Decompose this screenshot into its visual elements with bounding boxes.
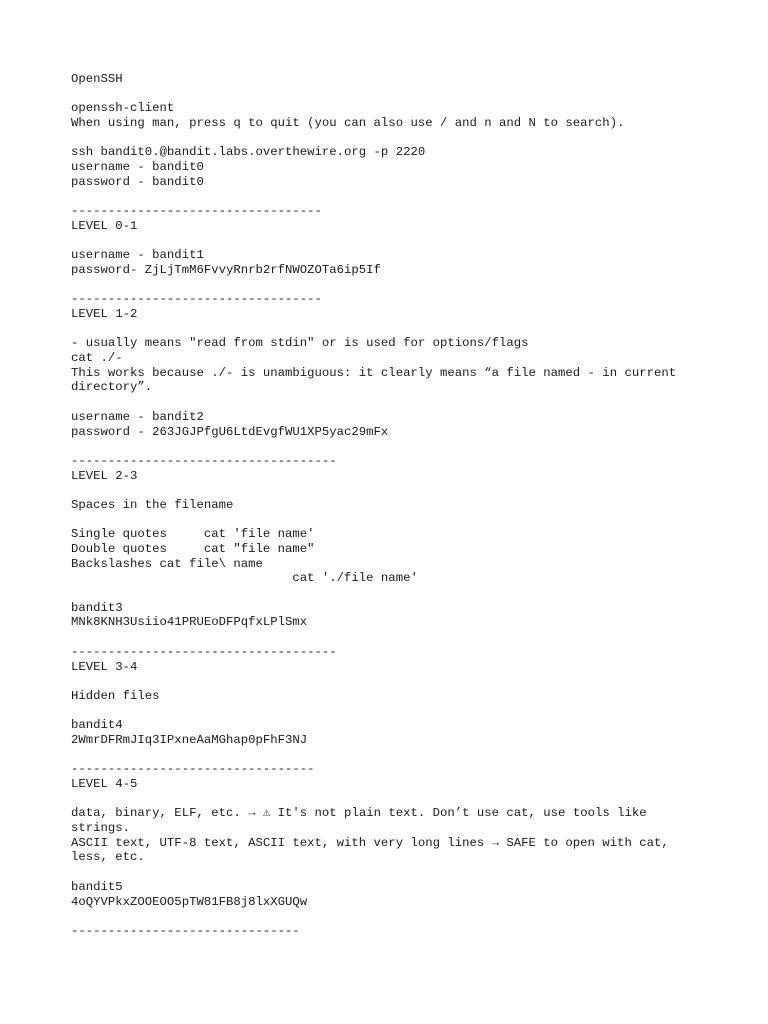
section-divider: ---------------------------------: [71, 762, 315, 777]
doc-line-50: [71, 792, 731, 807]
section-divider: ----------------------------------: [71, 204, 322, 219]
section-heading-level-0-1: LEVEL 0-1: [71, 218, 138, 233]
doc-line-24: username - bandit2: [71, 409, 204, 424]
section-divider: ------------------------------------: [71, 453, 337, 468]
section-divider: ----------------------------------: [71, 292, 322, 307]
doc-line-20: cat ./-: [71, 351, 123, 366]
doc-line-42: [71, 674, 731, 689]
doc-line-53: ASCII text, UTF-8 text, ASCII text, with very long lines → SAFE to open with cat,: [71, 835, 669, 850]
doc-line-35: cat './file name': [71, 571, 418, 586]
section-heading-level-1-2: LEVEL 1-2: [71, 307, 138, 321]
doc-line-34: Backslashes cat file\ name: [71, 556, 263, 571]
doc-line-30: Spaces in the filename: [71, 497, 234, 512]
doc-line-57: 4oQYVPkxZOOEOO5pTW81FB8j8lxXGUQw: [71, 894, 308, 909]
doc-line-54: less, etc.: [71, 850, 145, 865]
doc-line-44: [71, 704, 731, 719]
doc-line-33: Double quotes cat "file name": [71, 542, 315, 556]
doc-line-55: [71, 865, 731, 880]
doc-line-58: [71, 909, 731, 924]
doc-line-45: bandit4: [71, 718, 123, 733]
doc-line-8: password - bandit0: [71, 174, 204, 189]
doc-line-38: MNk8KNH3Usiio41PRUEoDFPqfxLPlSmx: [71, 615, 308, 630]
doc-line-25: password - 263JGJPfgU6LtdEvgfWU1XP5yac29mFx: [71, 424, 389, 439]
doc-line-1: OpenSSH: [71, 72, 123, 86]
doc-line-39: [71, 630, 731, 645]
doc-line-43: Hidden files: [71, 688, 160, 703]
doc-line-7: username - bandit0: [71, 160, 204, 175]
doc-line-36: [71, 586, 731, 601]
doc-line-9: [71, 190, 731, 205]
doc-line-51: data, binary, ELF, etc. → ⚠ It's not plain text. Don’t use cat, use tools like: [71, 806, 647, 821]
doc-line-56: bandit5: [71, 879, 123, 894]
doc-line-52: strings.: [71, 821, 131, 836]
doc-line-18: [71, 322, 731, 337]
doc-line-32: Single quotes cat 'file name': [71, 527, 315, 542]
doc-line-2: [71, 87, 731, 102]
section-heading-level-2-3: LEVEL 2-3: [71, 468, 138, 483]
section-divider: ------------------------------------: [71, 644, 337, 659]
doc-line-23: [71, 395, 731, 410]
doc-line-14: password- ZjLjTmM6FvvyRnrb2rfNWOZOTa6ip5If: [71, 262, 381, 277]
doc-line-22: directory”.: [71, 380, 153, 395]
document-body: [71, 72, 731, 939]
doc-line-46: 2WmrDFRmJIq3IPxneAaMGhap0pFhF3NJ: [71, 732, 308, 747]
doc-line-26: [71, 439, 731, 454]
doc-line-6: ssh bandit0.@bandit.labs.overthewire.org -p 2220: [71, 145, 426, 160]
doc-line-3: openssh-client: [71, 101, 175, 116]
doc-line-5: [71, 131, 731, 146]
doc-line-29: [71, 483, 731, 498]
doc-line-47: [71, 748, 731, 763]
doc-line-19: - usually means "read from stdin" or is used for options/flags: [71, 336, 529, 351]
doc-line-15: [71, 278, 731, 293]
section-heading-level-3-4: LEVEL 3-4: [71, 659, 138, 674]
doc-line-12: [71, 234, 731, 249]
doc-line-4: When using man, press q to quit (you can also use / and n and N to search).: [71, 116, 625, 131]
doc-line-21: This works because ./- is unambiguous: it clearly means “a file named - in current: [71, 365, 677, 380]
doc-line-37: bandit3: [71, 600, 123, 615]
section-heading-level-4-5: LEVEL 4-5: [71, 777, 138, 791]
doc-line-13: username - bandit1: [71, 248, 204, 263]
section-divider: -------------------------------: [71, 923, 300, 938]
doc-line-31: [71, 513, 731, 528]
